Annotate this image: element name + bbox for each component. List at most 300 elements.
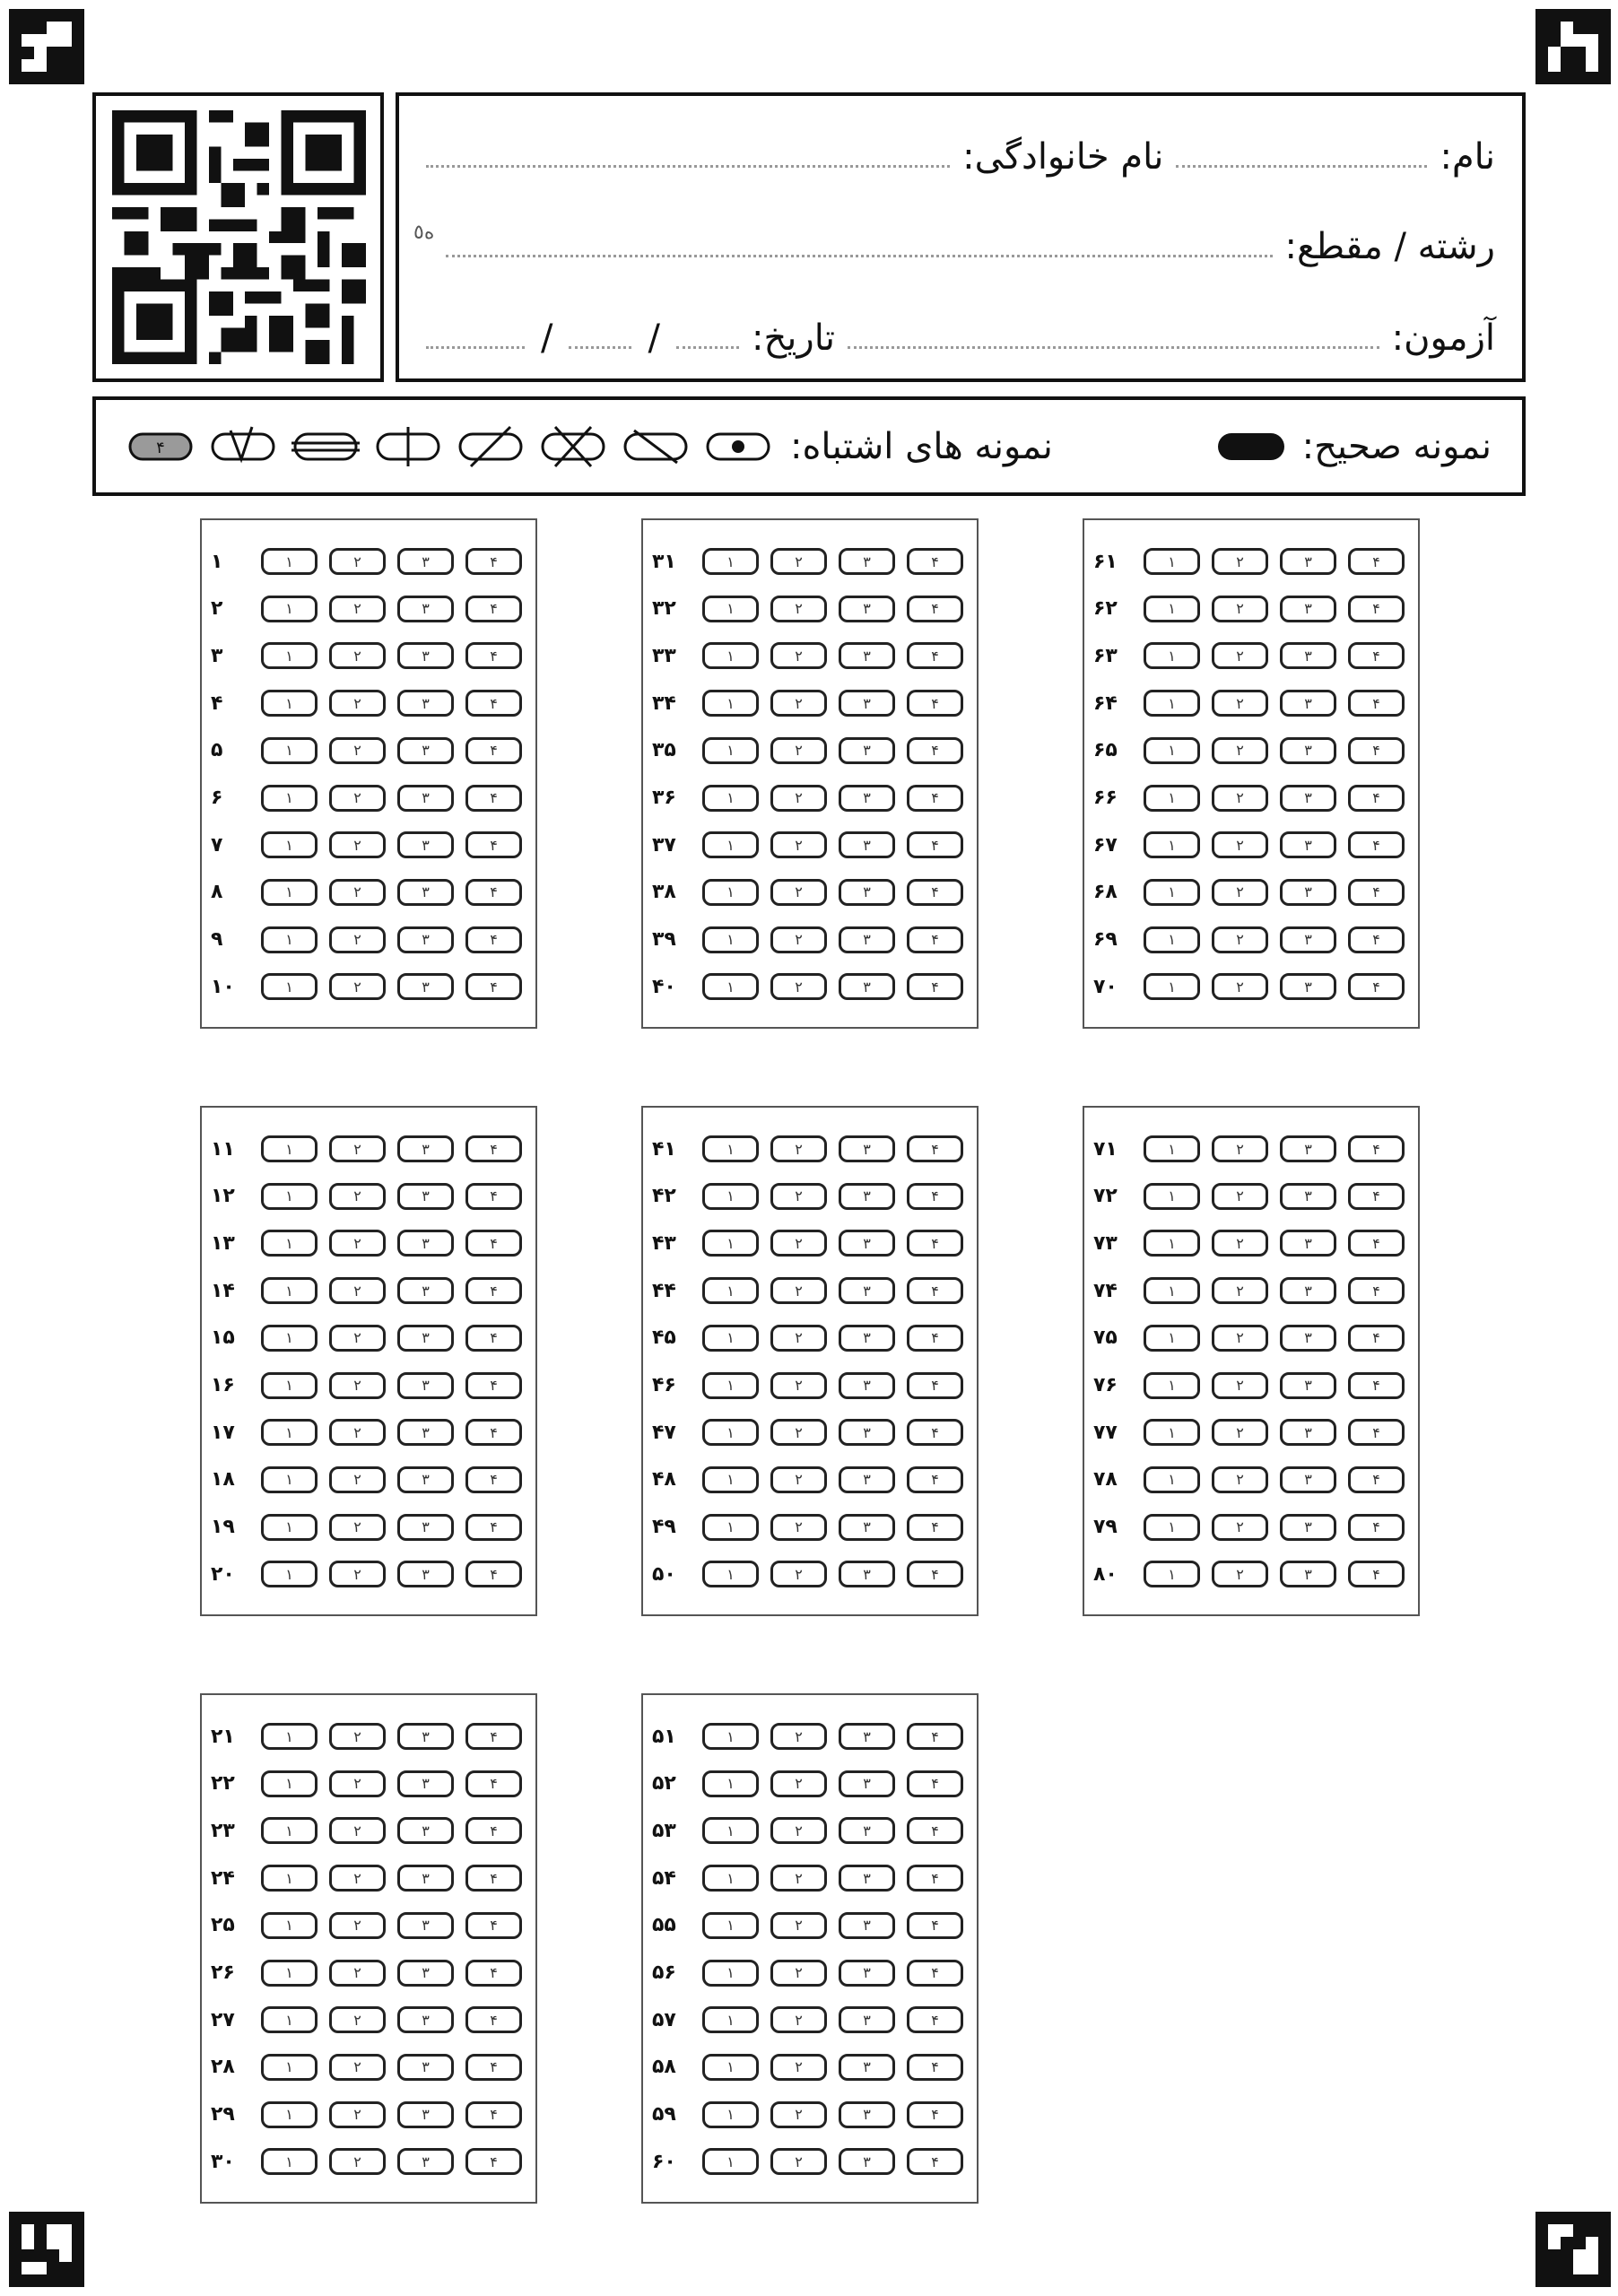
answer-bubble-3[interactable]: ۳ [1280, 1466, 1336, 1493]
answer-bubble-3[interactable]: ۳ [839, 548, 895, 575]
answer-bubble-3[interactable]: ۳ [839, 926, 895, 953]
answer-bubble-3[interactable]: ۳ [397, 2006, 454, 2033]
answer-bubble-1[interactable]: ۱ [1144, 690, 1200, 717]
answer-bubble-4[interactable]: ۴ [465, 690, 522, 717]
answer-bubble-3[interactable]: ۳ [1280, 1325, 1336, 1352]
answer-bubble-2[interactable]: ۲ [329, 2054, 386, 2081]
answer-bubble-4[interactable]: ۴ [1348, 1230, 1405, 1257]
answer-bubble-2[interactable]: ۲ [1212, 1372, 1268, 1399]
answer-bubble-4[interactable]: ۴ [1348, 1466, 1405, 1493]
answer-bubble-2[interactable]: ۲ [770, 690, 827, 717]
answer-bubble-4[interactable]: ۴ [465, 642, 522, 669]
exam-field[interactable] [848, 346, 1379, 349]
answer-bubble-3[interactable]: ۳ [1280, 785, 1336, 812]
answer-bubble-1[interactable]: ۱ [261, 2054, 318, 2081]
answer-bubble-4[interactable]: ۴ [907, 1723, 963, 1750]
answer-bubble-3[interactable]: ۳ [397, 831, 454, 858]
answer-bubble-2[interactable]: ۲ [329, 1960, 386, 1987]
answer-bubble-1[interactable]: ۱ [702, 1419, 759, 1446]
answer-bubble-3[interactable]: ۳ [839, 596, 895, 622]
answer-bubble-3[interactable]: ۳ [839, 1277, 895, 1304]
answer-bubble-3[interactable]: ۳ [397, 690, 454, 717]
answer-bubble-4[interactable]: ۴ [907, 1419, 963, 1446]
answer-bubble-4[interactable]: ۴ [465, 1372, 522, 1399]
answer-bubble-1[interactable]: ۱ [261, 1514, 318, 1541]
answer-bubble-1[interactable]: ۱ [261, 2101, 318, 2128]
answer-bubble-4[interactable]: ۴ [465, 1723, 522, 1750]
answer-bubble-1[interactable]: ۱ [702, 1183, 759, 1210]
answer-bubble-2[interactable]: ۲ [329, 2006, 386, 2033]
answer-bubble-4[interactable]: ۴ [907, 879, 963, 906]
answer-bubble-2[interactable]: ۲ [329, 2101, 386, 2128]
answer-bubble-4[interactable]: ۴ [907, 2101, 963, 2128]
answer-bubble-3[interactable]: ۳ [839, 785, 895, 812]
answer-bubble-3[interactable]: ۳ [1280, 737, 1336, 764]
answer-bubble-4[interactable]: ۴ [1348, 879, 1405, 906]
answer-bubble-4[interactable]: ۴ [465, 737, 522, 764]
answer-bubble-2[interactable]: ۲ [329, 596, 386, 622]
answer-bubble-1[interactable]: ۱ [261, 1135, 318, 1162]
answer-bubble-3[interactable]: ۳ [839, 1135, 895, 1162]
answer-bubble-2[interactable]: ۲ [1212, 1466, 1268, 1493]
answer-bubble-4[interactable]: ۴ [465, 1865, 522, 1892]
answer-bubble-2[interactable]: ۲ [770, 1135, 827, 1162]
answer-bubble-4[interactable]: ۴ [1348, 973, 1405, 1000]
answer-bubble-4[interactable]: ۴ [907, 1960, 963, 1987]
answer-bubble-1[interactable]: ۱ [261, 1183, 318, 1210]
answer-bubble-4[interactable]: ۴ [907, 1561, 963, 1587]
answer-bubble-2[interactable]: ۲ [329, 973, 386, 1000]
answer-bubble-2[interactable]: ۲ [770, 642, 827, 669]
answer-bubble-2[interactable]: ۲ [329, 1817, 386, 1844]
answer-bubble-3[interactable]: ۳ [839, 831, 895, 858]
answer-bubble-3[interactable]: ۳ [1280, 831, 1336, 858]
answer-bubble-4[interactable]: ۴ [907, 973, 963, 1000]
answer-bubble-1[interactable]: ۱ [702, 1912, 759, 1939]
answer-bubble-1[interactable]: ۱ [702, 596, 759, 622]
answer-bubble-3[interactable]: ۳ [839, 2006, 895, 2033]
answer-bubble-2[interactable]: ۲ [1212, 973, 1268, 1000]
answer-bubble-1[interactable]: ۱ [702, 2006, 759, 2033]
answer-bubble-3[interactable]: ۳ [839, 1770, 895, 1797]
answer-bubble-3[interactable]: ۳ [397, 1419, 454, 1446]
answer-bubble-1[interactable]: ۱ [702, 973, 759, 1000]
answer-bubble-3[interactable]: ۳ [839, 2148, 895, 2175]
answer-bubble-4[interactable]: ۴ [1348, 785, 1405, 812]
answer-bubble-2[interactable]: ۲ [329, 1325, 386, 1352]
answer-bubble-1[interactable]: ۱ [1144, 1277, 1200, 1304]
answer-bubble-2[interactable]: ۲ [1212, 1230, 1268, 1257]
answer-bubble-3[interactable]: ۳ [397, 642, 454, 669]
answer-bubble-1[interactable]: ۱ [261, 1770, 318, 1797]
answer-bubble-3[interactable]: ۳ [839, 1466, 895, 1493]
answer-bubble-3[interactable]: ۳ [397, 2101, 454, 2128]
answer-bubble-2[interactable]: ۲ [770, 1277, 827, 1304]
answer-bubble-2[interactable]: ۲ [770, 1723, 827, 1750]
answer-bubble-3[interactable]: ۳ [397, 737, 454, 764]
answer-bubble-1[interactable]: ۱ [261, 785, 318, 812]
answer-bubble-3[interactable]: ۳ [397, 596, 454, 622]
answer-bubble-1[interactable]: ۱ [702, 1466, 759, 1493]
answer-bubble-3[interactable]: ۳ [839, 1912, 895, 1939]
answer-bubble-2[interactable]: ۲ [770, 785, 827, 812]
answer-bubble-4[interactable]: ۴ [1348, 831, 1405, 858]
answer-bubble-1[interactable]: ۱ [261, 1817, 318, 1844]
answer-bubble-4[interactable]: ۴ [907, 1912, 963, 1939]
answer-bubble-4[interactable]: ۴ [465, 2101, 522, 2128]
answer-bubble-1[interactable]: ۱ [702, 2054, 759, 2081]
answer-bubble-1[interactable]: ۱ [261, 1325, 318, 1352]
answer-bubble-3[interactable]: ۳ [839, 1561, 895, 1587]
answer-bubble-3[interactable]: ۳ [839, 2054, 895, 2081]
answer-bubble-2[interactable]: ۲ [329, 737, 386, 764]
answer-bubble-3[interactable]: ۳ [397, 1135, 454, 1162]
answer-bubble-3[interactable]: ۳ [397, 1183, 454, 1210]
answer-bubble-4[interactable]: ۴ [1348, 1325, 1405, 1352]
answer-bubble-4[interactable]: ۴ [907, 1372, 963, 1399]
answer-bubble-4[interactable]: ۴ [907, 1230, 963, 1257]
answer-bubble-2[interactable]: ۲ [1212, 926, 1268, 953]
answer-bubble-2[interactable]: ۲ [770, 879, 827, 906]
answer-bubble-4[interactable]: ۴ [1348, 1561, 1405, 1587]
answer-bubble-3[interactable]: ۳ [397, 1372, 454, 1399]
answer-bubble-1[interactable]: ۱ [702, 926, 759, 953]
answer-bubble-4[interactable]: ۴ [1348, 737, 1405, 764]
answer-bubble-4[interactable]: ۴ [1348, 1372, 1405, 1399]
answer-bubble-3[interactable]: ۳ [1280, 1372, 1336, 1399]
answer-bubble-4[interactable]: ۴ [907, 1466, 963, 1493]
answer-bubble-1[interactable]: ۱ [702, 1230, 759, 1257]
answer-bubble-1[interactable]: ۱ [261, 1372, 318, 1399]
answer-bubble-2[interactable]: ۲ [770, 596, 827, 622]
answer-bubble-3[interactable]: ۳ [1280, 642, 1336, 669]
answer-bubble-1[interactable]: ۱ [261, 1230, 318, 1257]
answer-bubble-2[interactable]: ۲ [770, 1183, 827, 1210]
answer-bubble-4[interactable]: ۴ [907, 1817, 963, 1844]
answer-bubble-2[interactable]: ۲ [770, 973, 827, 1000]
answer-bubble-1[interactable]: ۱ [702, 2148, 759, 2175]
answer-bubble-3[interactable]: ۳ [1280, 1230, 1336, 1257]
answer-bubble-3[interactable]: ۳ [397, 879, 454, 906]
answer-bubble-2[interactable]: ۲ [329, 1514, 386, 1541]
answer-bubble-2[interactable]: ۲ [329, 1723, 386, 1750]
answer-bubble-4[interactable]: ۴ [465, 1135, 522, 1162]
answer-bubble-3[interactable]: ۳ [1280, 596, 1336, 622]
answer-bubble-2[interactable]: ۲ [329, 1466, 386, 1493]
answer-bubble-2[interactable]: ۲ [329, 1419, 386, 1446]
answer-bubble-1[interactable]: ۱ [261, 2006, 318, 2033]
answer-bubble-4[interactable]: ۴ [465, 1183, 522, 1210]
answer-bubble-3[interactable]: ۳ [397, 1325, 454, 1352]
answer-bubble-4[interactable]: ۴ [907, 2054, 963, 2081]
answer-bubble-4[interactable]: ۴ [907, 642, 963, 669]
answer-bubble-2[interactable]: ۲ [329, 831, 386, 858]
answer-bubble-1[interactable]: ۱ [261, 831, 318, 858]
answer-bubble-2[interactable]: ۲ [770, 1325, 827, 1352]
answer-bubble-2[interactable]: ۲ [329, 926, 386, 953]
answer-bubble-1[interactable]: ۱ [702, 737, 759, 764]
answer-bubble-1[interactable]: ۱ [261, 1723, 318, 1750]
answer-bubble-3[interactable]: ۳ [839, 1514, 895, 1541]
answer-bubble-1[interactable]: ۱ [261, 642, 318, 669]
answer-bubble-2[interactable]: ۲ [770, 926, 827, 953]
answer-bubble-2[interactable]: ۲ [770, 2148, 827, 2175]
answer-bubble-2[interactable]: ۲ [1212, 879, 1268, 906]
date-month[interactable] [569, 346, 631, 349]
answer-bubble-3[interactable]: ۳ [397, 1466, 454, 1493]
answer-bubble-1[interactable]: ۱ [1144, 785, 1200, 812]
answer-bubble-3[interactable]: ۳ [397, 1277, 454, 1304]
answer-bubble-3[interactable]: ۳ [839, 1865, 895, 1892]
answer-bubble-3[interactable]: ۳ [397, 1770, 454, 1797]
answer-bubble-1[interactable]: ۱ [1144, 1514, 1200, 1541]
answer-bubble-4[interactable]: ۴ [907, 1865, 963, 1892]
answer-bubble-1[interactable]: ۱ [261, 548, 318, 575]
answer-bubble-3[interactable]: ۳ [1280, 879, 1336, 906]
answer-bubble-4[interactable]: ۴ [1348, 596, 1405, 622]
answer-bubble-4[interactable]: ۴ [907, 1135, 963, 1162]
answer-bubble-4[interactable]: ۴ [1348, 1514, 1405, 1541]
answer-bubble-1[interactable]: ۱ [702, 1325, 759, 1352]
answer-bubble-2[interactable]: ۲ [1212, 831, 1268, 858]
answer-bubble-4[interactable]: ۴ [907, 737, 963, 764]
answer-bubble-1[interactable]: ۱ [1144, 973, 1200, 1000]
answer-bubble-1[interactable]: ۱ [1144, 1325, 1200, 1352]
answer-bubble-1[interactable]: ۱ [261, 737, 318, 764]
answer-bubble-3[interactable]: ۳ [397, 2054, 454, 2081]
answer-bubble-4[interactable]: ۴ [907, 1325, 963, 1352]
answer-bubble-4[interactable]: ۴ [465, 2054, 522, 2081]
answer-bubble-4[interactable]: ۴ [1348, 690, 1405, 717]
answer-bubble-1[interactable]: ۱ [702, 690, 759, 717]
answer-bubble-1[interactable]: ۱ [702, 1865, 759, 1892]
answer-bubble-3[interactable]: ۳ [1280, 690, 1336, 717]
answer-bubble-4[interactable]: ۴ [1348, 642, 1405, 669]
answer-bubble-2[interactable]: ۲ [329, 690, 386, 717]
answer-bubble-4[interactable]: ۴ [465, 2148, 522, 2175]
answer-bubble-3[interactable]: ۳ [839, 1372, 895, 1399]
answer-bubble-1[interactable]: ۱ [261, 1419, 318, 1446]
answer-bubble-1[interactable]: ۱ [702, 1135, 759, 1162]
answer-bubble-4[interactable]: ۴ [465, 1960, 522, 1987]
answer-bubble-1[interactable]: ۱ [1144, 926, 1200, 953]
answer-bubble-3[interactable]: ۳ [1280, 1419, 1336, 1446]
answer-bubble-4[interactable]: ۴ [907, 596, 963, 622]
answer-bubble-2[interactable]: ۲ [770, 1817, 827, 1844]
field-input[interactable] [446, 255, 1273, 257]
answer-bubble-1[interactable]: ۱ [261, 2148, 318, 2175]
answer-bubble-3[interactable]: ۳ [397, 1912, 454, 1939]
answer-bubble-2[interactable]: ۲ [329, 2148, 386, 2175]
answer-bubble-3[interactable]: ۳ [839, 737, 895, 764]
date-year[interactable] [426, 346, 525, 349]
answer-bubble-3[interactable]: ۳ [839, 973, 895, 1000]
answer-bubble-2[interactable]: ۲ [770, 1466, 827, 1493]
family-field[interactable] [426, 165, 950, 168]
answer-bubble-2[interactable]: ۲ [770, 1865, 827, 1892]
answer-bubble-4[interactable]: ۴ [907, 926, 963, 953]
answer-bubble-4[interactable]: ۴ [465, 1230, 522, 1257]
answer-bubble-2[interactable]: ۲ [1212, 1325, 1268, 1352]
answer-bubble-1[interactable]: ۱ [261, 1561, 318, 1587]
answer-bubble-4[interactable]: ۴ [465, 1770, 522, 1797]
answer-bubble-1[interactable]: ۱ [702, 2101, 759, 2128]
answer-bubble-2[interactable]: ۲ [1212, 690, 1268, 717]
answer-bubble-4[interactable]: ۴ [907, 2006, 963, 2033]
answer-bubble-1[interactable]: ۱ [702, 1514, 759, 1541]
answer-bubble-1[interactable]: ۱ [261, 1466, 318, 1493]
answer-bubble-1[interactable]: ۱ [702, 1561, 759, 1587]
answer-bubble-3[interactable]: ۳ [839, 1183, 895, 1210]
answer-bubble-4[interactable]: ۴ [907, 1770, 963, 1797]
answer-bubble-4[interactable]: ۴ [465, 1817, 522, 1844]
answer-bubble-2[interactable]: ۲ [1212, 737, 1268, 764]
answer-bubble-4[interactable]: ۴ [907, 548, 963, 575]
answer-bubble-4[interactable]: ۴ [907, 1277, 963, 1304]
answer-bubble-4[interactable]: ۴ [1348, 926, 1405, 953]
answer-bubble-4[interactable]: ۴ [465, 596, 522, 622]
answer-bubble-1[interactable]: ۱ [261, 596, 318, 622]
answer-bubble-2[interactable]: ۲ [329, 785, 386, 812]
answer-bubble-1[interactable]: ۱ [702, 1372, 759, 1399]
answer-bubble-3[interactable]: ۳ [397, 1723, 454, 1750]
answer-bubble-3[interactable]: ۳ [839, 2101, 895, 2128]
answer-bubble-4[interactable]: ۴ [465, 548, 522, 575]
answer-bubble-2[interactable]: ۲ [1212, 1561, 1268, 1587]
answer-bubble-3[interactable]: ۳ [839, 690, 895, 717]
answer-bubble-1[interactable]: ۱ [261, 1865, 318, 1892]
answer-bubble-4[interactable]: ۴ [465, 1561, 522, 1587]
answer-bubble-3[interactable]: ۳ [397, 1514, 454, 1541]
answer-bubble-1[interactable]: ۱ [702, 548, 759, 575]
answer-bubble-4[interactable]: ۴ [907, 785, 963, 812]
answer-bubble-4[interactable]: ۴ [907, 1183, 963, 1210]
answer-bubble-1[interactable]: ۱ [702, 1723, 759, 1750]
answer-bubble-2[interactable]: ۲ [329, 1770, 386, 1797]
answer-bubble-1[interactable]: ۱ [1144, 831, 1200, 858]
answer-bubble-3[interactable]: ۳ [1280, 1183, 1336, 1210]
answer-bubble-4[interactable]: ۴ [907, 831, 963, 858]
answer-bubble-1[interactable]: ۱ [1144, 1372, 1200, 1399]
answer-bubble-1[interactable]: ۱ [261, 1277, 318, 1304]
answer-bubble-2[interactable]: ۲ [770, 548, 827, 575]
answer-bubble-4[interactable]: ۴ [1348, 1419, 1405, 1446]
answer-bubble-2[interactable]: ۲ [770, 1514, 827, 1541]
answer-bubble-2[interactable]: ۲ [329, 1135, 386, 1162]
answer-bubble-4[interactable]: ۴ [1348, 548, 1405, 575]
answer-bubble-1[interactable]: ۱ [1144, 1419, 1200, 1446]
answer-bubble-1[interactable]: ۱ [702, 831, 759, 858]
answer-bubble-3[interactable]: ۳ [839, 1325, 895, 1352]
answer-bubble-2[interactable]: ۲ [329, 1912, 386, 1939]
answer-bubble-1[interactable]: ۱ [1144, 1230, 1200, 1257]
answer-bubble-2[interactable]: ۲ [770, 1230, 827, 1257]
answer-bubble-4[interactable]: ۴ [1348, 1135, 1405, 1162]
answer-bubble-1[interactable]: ۱ [1144, 1561, 1200, 1587]
answer-bubble-2[interactable]: ۲ [770, 831, 827, 858]
answer-bubble-3[interactable]: ۳ [397, 548, 454, 575]
answer-bubble-1[interactable]: ۱ [1144, 548, 1200, 575]
answer-bubble-2[interactable]: ۲ [329, 1230, 386, 1257]
answer-bubble-1[interactable]: ۱ [261, 926, 318, 953]
answer-bubble-2[interactable]: ۲ [329, 1277, 386, 1304]
answer-bubble-2[interactable]: ۲ [770, 2101, 827, 2128]
answer-bubble-2[interactable]: ۲ [329, 642, 386, 669]
answer-bubble-2[interactable]: ۲ [1212, 596, 1268, 622]
answer-bubble-3[interactable]: ۳ [839, 1723, 895, 1750]
answer-bubble-1[interactable]: ۱ [702, 1817, 759, 1844]
answer-bubble-4[interactable]: ۴ [465, 1277, 522, 1304]
answer-bubble-3[interactable]: ۳ [397, 1561, 454, 1587]
answer-bubble-4[interactable]: ۴ [465, 785, 522, 812]
answer-bubble-1[interactable]: ۱ [261, 1960, 318, 1987]
answer-bubble-1[interactable]: ۱ [1144, 1466, 1200, 1493]
answer-bubble-1[interactable]: ۱ [702, 1770, 759, 1797]
answer-bubble-3[interactable]: ۳ [1280, 1561, 1336, 1587]
answer-bubble-1[interactable]: ۱ [1144, 1135, 1200, 1162]
answer-bubble-3[interactable]: ۳ [1280, 1514, 1336, 1541]
answer-bubble-4[interactable]: ۴ [465, 831, 522, 858]
answer-bubble-2[interactable]: ۲ [770, 1372, 827, 1399]
answer-bubble-1[interactable]: ۱ [261, 690, 318, 717]
answer-bubble-3[interactable]: ۳ [397, 973, 454, 1000]
answer-bubble-1[interactable]: ۱ [1144, 642, 1200, 669]
answer-bubble-2[interactable]: ۲ [1212, 548, 1268, 575]
answer-bubble-2[interactable]: ۲ [770, 1561, 827, 1587]
answer-bubble-3[interactable]: ۳ [1280, 926, 1336, 953]
answer-bubble-3[interactable]: ۳ [1280, 1135, 1336, 1162]
answer-bubble-4[interactable]: ۴ [907, 1514, 963, 1541]
answer-bubble-4[interactable]: ۴ [465, 973, 522, 1000]
answer-bubble-2[interactable]: ۲ [1212, 1419, 1268, 1446]
name-field[interactable] [1176, 165, 1427, 168]
answer-bubble-3[interactable]: ۳ [397, 926, 454, 953]
answer-bubble-1[interactable]: ۱ [261, 973, 318, 1000]
answer-bubble-2[interactable]: ۲ [770, 1419, 827, 1446]
answer-bubble-3[interactable]: ۳ [839, 1230, 895, 1257]
answer-bubble-2[interactable]: ۲ [1212, 1183, 1268, 1210]
answer-bubble-1[interactable]: ۱ [1144, 737, 1200, 764]
answer-bubble-3[interactable]: ۳ [397, 1960, 454, 1987]
answer-bubble-3[interactable]: ۳ [1280, 548, 1336, 575]
answer-bubble-4[interactable]: ۴ [465, 879, 522, 906]
answer-bubble-3[interactable]: ۳ [1280, 973, 1336, 1000]
answer-bubble-2[interactable]: ۲ [1212, 1277, 1268, 1304]
answer-bubble-4[interactable]: ۴ [1348, 1277, 1405, 1304]
answer-bubble-4[interactable]: ۴ [465, 926, 522, 953]
answer-bubble-4[interactable]: ۴ [465, 1419, 522, 1446]
answer-bubble-3[interactable]: ۳ [839, 642, 895, 669]
answer-bubble-2[interactable]: ۲ [329, 548, 386, 575]
answer-bubble-4[interactable]: ۴ [907, 690, 963, 717]
answer-bubble-1[interactable]: ۱ [702, 1960, 759, 1987]
answer-bubble-2[interactable]: ۲ [329, 1561, 386, 1587]
answer-bubble-2[interactable]: ۲ [770, 1960, 827, 1987]
answer-bubble-2[interactable]: ۲ [1212, 785, 1268, 812]
answer-bubble-2[interactable]: ۲ [329, 879, 386, 906]
answer-bubble-1[interactable]: ۱ [261, 879, 318, 906]
answer-bubble-2[interactable]: ۲ [329, 1865, 386, 1892]
answer-bubble-3[interactable]: ۳ [839, 1960, 895, 1987]
answer-bubble-1[interactable]: ۱ [1144, 596, 1200, 622]
answer-bubble-4[interactable]: ۴ [465, 1325, 522, 1352]
answer-bubble-2[interactable]: ۲ [770, 2006, 827, 2033]
answer-bubble-1[interactable]: ۱ [261, 1912, 318, 1939]
answer-bubble-2[interactable]: ۲ [770, 737, 827, 764]
answer-bubble-2[interactable]: ۲ [329, 1183, 386, 1210]
answer-bubble-3[interactable]: ۳ [839, 1817, 895, 1844]
answer-bubble-3[interactable]: ۳ [397, 1817, 454, 1844]
